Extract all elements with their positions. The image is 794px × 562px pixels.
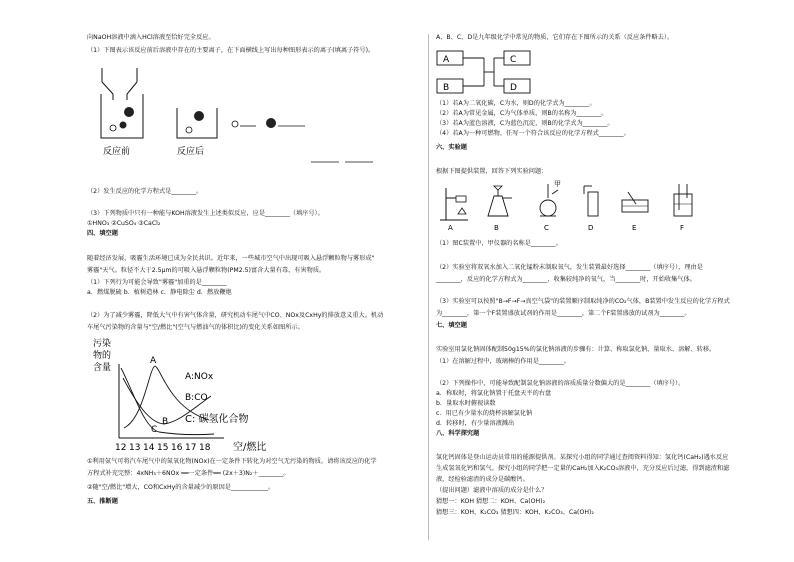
inference-q4: （4）若A为一种可燃物，任写一个符合该反应的化学方程式________。: [436, 130, 630, 137]
solution-option-b: b．量取水时俯视读数: [436, 400, 496, 407]
haze-question-3c: ②随"空/燃比"增大，CO和CxHy的含量减少的原因是____________。: [87, 484, 275, 491]
x-tick-label: 13: [129, 443, 141, 453]
solution-q1: （1）在溶解过程中，玻璃棒的作用是________。: [436, 358, 570, 365]
solution-q2: （2）下列操作中，可能导致配制氯化钠溶液的溶质质量分数偏大的是________（填序号）。: [436, 380, 685, 387]
beaker-after: [177, 108, 217, 138]
y-label-2: 物的: [93, 351, 112, 361]
legend-a: A:NOx: [185, 372, 214, 382]
dropper-icon: [102, 68, 137, 100]
explore-question: （提出问题）滤液中溶质的成分是什么？: [436, 487, 548, 494]
box-b: B: [443, 83, 450, 93]
solution-option-d: d．转移时，有少量溶液溅出: [436, 420, 515, 427]
haze-question-1-options: a．燃煤脱硫 b．植树造林 c．静电除尘 d．燃放鞭炮: [87, 289, 232, 296]
lab-apparatus: [436, 180, 706, 230]
solution-option-c: c．用已有少量水的烧杯溶解氯化钠: [436, 410, 533, 417]
ion-diagram: [93, 68, 353, 163]
solution-option-a: a．称取时，将氯化钠置于托盘天平的右盘: [436, 390, 552, 397]
apparatus-f-icon: [674, 184, 692, 216]
label-e: E: [632, 224, 637, 232]
haze-paragraph-1: 随着经济发展，吸霾生活环境已成为全民共识。近年来，一些城市空气中出现可吸入悬浮颗粒物与雾形成": [87, 255, 375, 262]
question-2: （2）发生反应的化学方程式是________。: [87, 188, 203, 195]
section-7-heading: 七、填空题: [436, 322, 467, 329]
guess-3-4: 猜想三：KOH、K₂CO₃ 猜想四：KOH、K₂CO₃、Ca(OH)₂: [436, 509, 594, 516]
label-before: 反应前: [103, 147, 131, 157]
x-tick-label: 15: [157, 443, 169, 453]
y-label-1: 污染: [93, 339, 112, 349]
haze-question-2a: （2）为了减少雾霾，降低大气中有害气体含量，研究机动车尾气中CO、NOx及CxHy的排放意义重大。机动: [87, 312, 384, 319]
ion-legend: [232, 118, 373, 162]
explore-line-1: 氢化钙固体是登山运动员常用的能源提供剂。某探究小组的同学通过查阅资料得知：氢化钙(CaH₂)遇水反应: [436, 454, 729, 461]
curve-label-a: A: [150, 356, 157, 366]
x-tick-label: 12: [115, 443, 127, 453]
apparatus-a-icon: [440, 188, 468, 220]
solution-intro: 实验室用氯化钠固体配制50g15%的氯化钠溶液的步骤有：计算、称取氯化钠、量取水、溶解、转移。: [436, 346, 716, 353]
inference-q3: （3）若A为蓝色溶液，C为蓝色沉淀，则B的化学式为________。: [436, 120, 614, 127]
curve-label-b: B: [162, 417, 169, 427]
lab-q3a: （3）实验室可以按照"B→F→F→真空气袋"的装置顺序制取纯净的CO₂气体，B装置中发生反应的化学方程式: [436, 298, 730, 305]
beaker-before: [101, 94, 143, 138]
box-c: C: [510, 55, 517, 65]
legend-b: B:CO: [185, 393, 208, 403]
x-tick-label: 17: [185, 443, 197, 453]
explore-line-2: 生成氢氧化钙和氢气。探究小组的同学把一定量的CaH₂加入K₂CO₃溶液中，充分反应后过滤，得到滤渣和滤: [436, 465, 730, 472]
question-1: （1）下图表示该反应前后溶液中存在的主要离子，在下面横线上写出每种图形表示的离子(填离子符号)。: [87, 47, 375, 54]
x-label: 空/燃比: [233, 442, 267, 453]
x-tick-label: 14: [143, 443, 155, 453]
inference-q2: （2）若A为常见金属，C为气体单质，则B的名称为________。: [436, 110, 608, 117]
emission-chart: [89, 338, 289, 458]
label-f: F: [680, 224, 685, 232]
haze-question-1: （1）下列行为可能会导致"雾霾"加重的是________: [87, 279, 227, 286]
question-3-options: ①HNO₃ ②CuSO₄ ③CaCl₂: [87, 220, 161, 227]
intro-text: 向NaOH溶液中滴入HCl溶液至恰好完全反应。: [87, 34, 215, 41]
section-8-heading: 八、科学探究题: [436, 430, 480, 437]
curve-label-c: C: [151, 425, 158, 435]
y-label-3: 含量: [93, 363, 112, 373]
haze-question-3b: 方程式补充完整：4xNH₃＋6NOx ══一定条件══ (2x＋3)N₂＋________。: [87, 470, 290, 477]
section-4-heading: 四、填空题: [87, 230, 118, 237]
column-divider: [428, 34, 429, 540]
explore-line-3: 液，经检验滤渣的成分是碳酸钙。: [436, 476, 529, 483]
inference-intro: A、B、C、D是九年级化学中常见的物质，它们存在下图所示的关系（反应条件略去）。: [436, 34, 674, 41]
label-d: D: [588, 224, 594, 232]
box-d: D: [510, 83, 517, 93]
box-a: A: [443, 55, 450, 65]
label-c: C: [544, 224, 549, 232]
section-5-heading: 五、推断题: [87, 498, 118, 505]
label-after: 反应后: [177, 147, 205, 157]
apparatus-e-icon: [622, 192, 648, 212]
lab-q1: （1）图C装置中，甲仪器的名称是________。: [436, 240, 562, 247]
label-b: B: [494, 224, 499, 232]
x-ticks: [115, 443, 211, 453]
lab-intro: 根据下图提供装置，回答下列实验问题：: [436, 168, 548, 175]
haze-question-3a: ①利用氨气可将汽车尾气中的氮氧化物(NOx)在一定条件下转化为对空气无污染的物质。请将该反应的化学: [87, 458, 377, 465]
guess-1-2: 猜想一：KOH 猜想二：KOH、Ca(OH)₂: [436, 498, 546, 505]
haze-paragraph-2: 雾霾"天气。粒径不大于2.5μm的可吸入悬浮颗粒物(PM2.5)富含大量有毒、有害物质。: [87, 267, 326, 274]
lab-q2a: （2）实验室将双氧水加入二氧化锰粉末制取氧气，发生装置最好选择________（填序号），理由是: [436, 264, 703, 271]
label-jia: 甲: [554, 180, 561, 188]
lab-q3b: 为________，第一个F装置盛放试剂的作用是________，第二个F装置盛放的试剂为________。: [436, 310, 691, 317]
question-3: （3）下列物质中只有一种能与KOH溶液发生上述类似反应，应是________（填序号）。: [87, 210, 324, 217]
apparatus-c-icon: [540, 184, 558, 216]
relation-diagram: [436, 49, 536, 99]
haze-question-2b: 车尾气污染物的含量与"空/燃比"(空气与燃油气的体积比)的变化关系如图所示。: [87, 324, 304, 331]
apparatus-d-icon: [584, 186, 598, 216]
inference-q1: （1）若A为二氧化碳，C为水，则D的化学式为________。: [436, 100, 596, 107]
lab-q2b: ________，反应的化学方程式为________，收集较纯净的氧气，当________时，开始收集气体。: [436, 276, 696, 283]
legend-c: C: 碳氢化合物: [185, 414, 249, 425]
x-tick-label: 18: [199, 443, 211, 453]
x-tick-label: 16: [171, 443, 183, 453]
apparatus-b-icon: [488, 186, 512, 216]
label-a: A: [448, 224, 453, 232]
section-6-heading: 六、实验题: [436, 144, 467, 151]
